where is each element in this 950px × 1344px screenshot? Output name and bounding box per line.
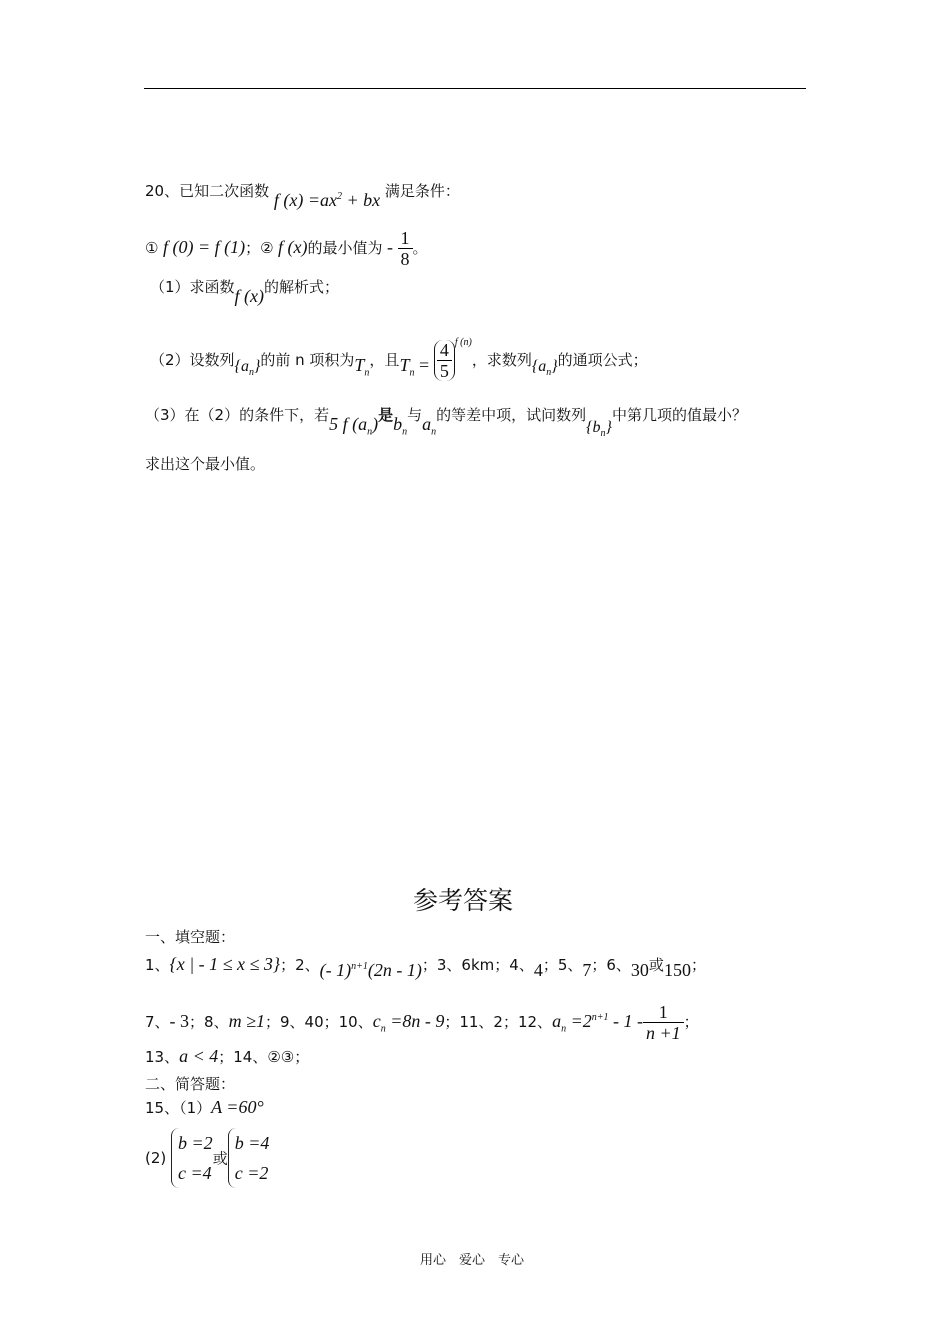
section-fill-in: 一、填空题： (145, 928, 236, 946)
func-expr: f $(x) =ax^2$ + bx (273, 190, 381, 210)
answers-heading: 参考答案 (413, 886, 514, 915)
header-rule (144, 88, 806, 89)
condition-1: f (0) = f (1) (158, 237, 246, 257)
section-short-answer: 二、简答题： (145, 1075, 236, 1093)
condition-2: f (x) (273, 237, 308, 257)
answer-15-1: 15、（1）A =60° (145, 1097, 264, 1117)
problem-part-3: （3）在（2）的条件下，若5 f $(a_n)$是$b_n$与$a_n$的等差中项，试问数列$\{b_n\}$中第几项的值最小？ (145, 406, 747, 440)
fraction-4-5: $\frac{4}{5}$ (434, 340, 455, 381)
problem-part-2: （2）设数列$\{a_n\}$的前 n 项积为$T_n$，且$T_n$ = $\frac{4}{5}$ $^{f (n)}$，求数列$\{a_n\}$的通项公式； (150, 337, 648, 381)
system-2: b =4 c =2 (228, 1128, 270, 1188)
system-1: b =2 c =4 (171, 1128, 213, 1188)
footer: 用心 爱心 专心 (420, 1253, 525, 1268)
problem-conditions: ① f (0) = f (1)；② f (x)的最小值为 - $\frac{1}{8}$ 。 (145, 228, 428, 269)
answers-line-2: 7、- 3；8、m ≥1；9、40；10、$c_n =8n - 9$；11、2；12、$a_n =2^{n+1} - 1$ - $\frac{1}{n +1}$ ； (145, 1002, 699, 1043)
problem-part-1: （1）求函数f (x)的解析式； (150, 278, 340, 306)
answers-line-1: 1、{x | - 1 ≤ x ≤ 3}；2、(- 1)$^{n+1}$(2n - 1)；3、6km；4、4；5、7；6、30或150； (145, 954, 706, 980)
fraction-1-8: $\frac{1}{8}$ (398, 228, 413, 269)
problem-part-3-line-2: 求出这个最小值。 (145, 455, 266, 473)
fraction-1-over-n-plus-1: $\frac{1}{n +1}$ (643, 1002, 684, 1043)
answer-15-2: (2) b =2 c =4 或 b =4 c =2 (145, 1128, 269, 1188)
problem-line-1: 20、已知二次函数 f $(x) =ax^2$ + bx 满足条件： (145, 182, 460, 210)
problem-title: 20、已知二次函数 (145, 182, 270, 200)
answers-line-3: 13、a < 4；14、②③； (145, 1046, 310, 1066)
